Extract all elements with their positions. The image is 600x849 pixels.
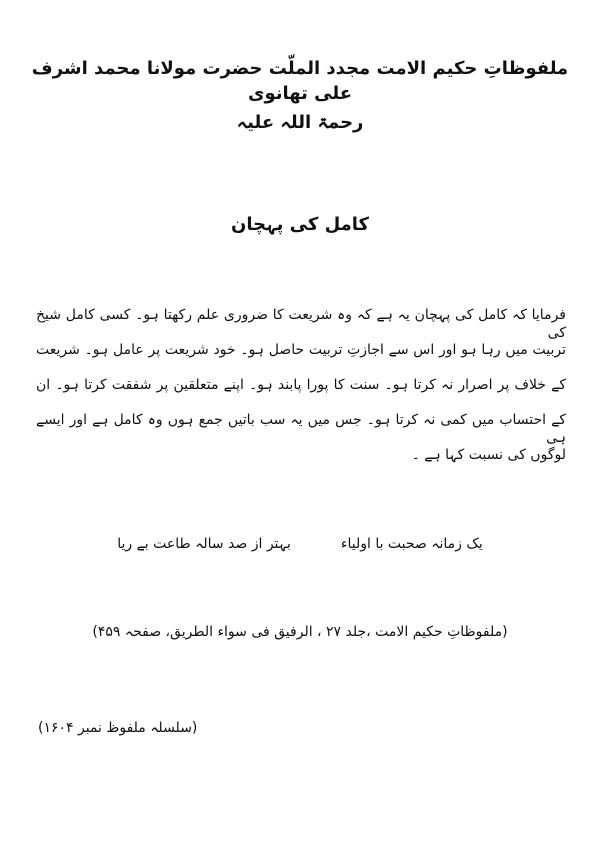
page-subtitle: رحمۃ اللہ علیہ — [236, 112, 364, 133]
page-title: ملفوظاتِ حکیم الامت مجدد الملّت حضرت مولانا محمد اشرف علی تھانوی — [31, 58, 569, 105]
couplet — [20, 536, 580, 552]
source-citation: (ملفوظاتِ حکیم الامت ،جلد ۲۷ ، الرفیق فی سواء الطریق، صفحہ ۴۵۹) — [92, 624, 508, 640]
paragraph-line: لوگوں کی نسبت کہا ہے ۔ — [411, 447, 566, 463]
paragraph-line: فرمایا کہ کامل کی پہچان یہ ہے کہ وہ شریعت کا ضروری علم رکھتا ہو۔ کسی کامل شیخ کی — [36, 307, 566, 342]
paragraph-line: کے خلاف پر اصرار نہ کرتا ہو۔ سنت کا پورا پابند ہو۔ اپنے متعلقین پر شفقت کرتا ہو۔ ان — [36, 377, 566, 393]
paragraph-line: کے احتساب میں کمی نہ کرتا ہو۔ جس میں یہ سب باتیں جمع ہوں وہ کامل ہے اور ایسے ہی — [36, 412, 566, 447]
paragraph-line: تربیت میں رہا ہو اور اس سے اجازتِ تربیت حاصل ہو۔ خود شریعت پر عامل ہو۔ شریعت — [36, 342, 566, 358]
series-reference: (سلسلہ ملفوظ نمبر ۱۶۰۴) — [38, 720, 198, 736]
couplet-first-hemistich: یک زمانہ صحبت با اولیاء — [340, 536, 483, 552]
couplet-second-hemistich: بہتر از صد سالہ طاعت بے ریا — [117, 536, 291, 552]
section-heading: کامل کی پہچان — [230, 214, 370, 235]
